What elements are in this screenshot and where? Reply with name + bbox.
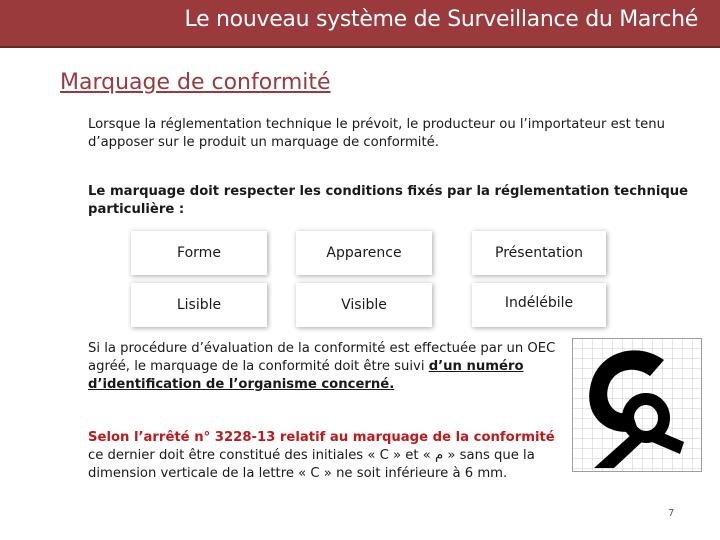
oec-identification-text: d’un numéro d’identification de l’organisme concerné.: [88, 359, 524, 392]
conformity-mark-cm-icon: [572, 338, 702, 472]
condition-presentation: Présentation: [472, 231, 606, 275]
condition-lisible: Lisible: [131, 283, 267, 327]
condition-apparence: Apparence: [296, 231, 432, 275]
condition-indelebile: Indélébile: [472, 283, 606, 327]
decree-text: ce dernier doit être constitué des initiales « C » et « م » sans que la dimension verticale de la lettre « C » ne soit inférieure à 6 mm.: [88, 448, 535, 481]
condition-forme: Forme: [131, 231, 267, 275]
decree-paragraph: [88, 429, 560, 483]
intro-paragraph: Lorsque la réglementation technique le prévoit, le producteur ou l’importateur est tenu d’apposer sur le produit un marquage de conformité.: [88, 117, 665, 150]
section-title: Marquage de conformité: [60, 70, 331, 95]
oec-text: Si la procédure d’évaluation de la conformité est effectuée par un OEC agréé, le marquage de la conformité doit être suivi: [88, 341, 556, 374]
decree-reference: Selon l’arrêté n° 3228-13 relatif au marquage de la conformité: [88, 430, 555, 445]
condition-visible: Visible: [296, 283, 432, 327]
conditions-intro: Le marquage doit respecter les conditions fixés par la réglementation technique particulière :: [88, 184, 689, 217]
page-number: 7: [668, 508, 675, 519]
oec-paragraph: [88, 340, 558, 394]
header-bar: [0, 0, 720, 48]
slide-header-title: Le nouveau système de Surveillance du Marché: [184, 7, 698, 32]
